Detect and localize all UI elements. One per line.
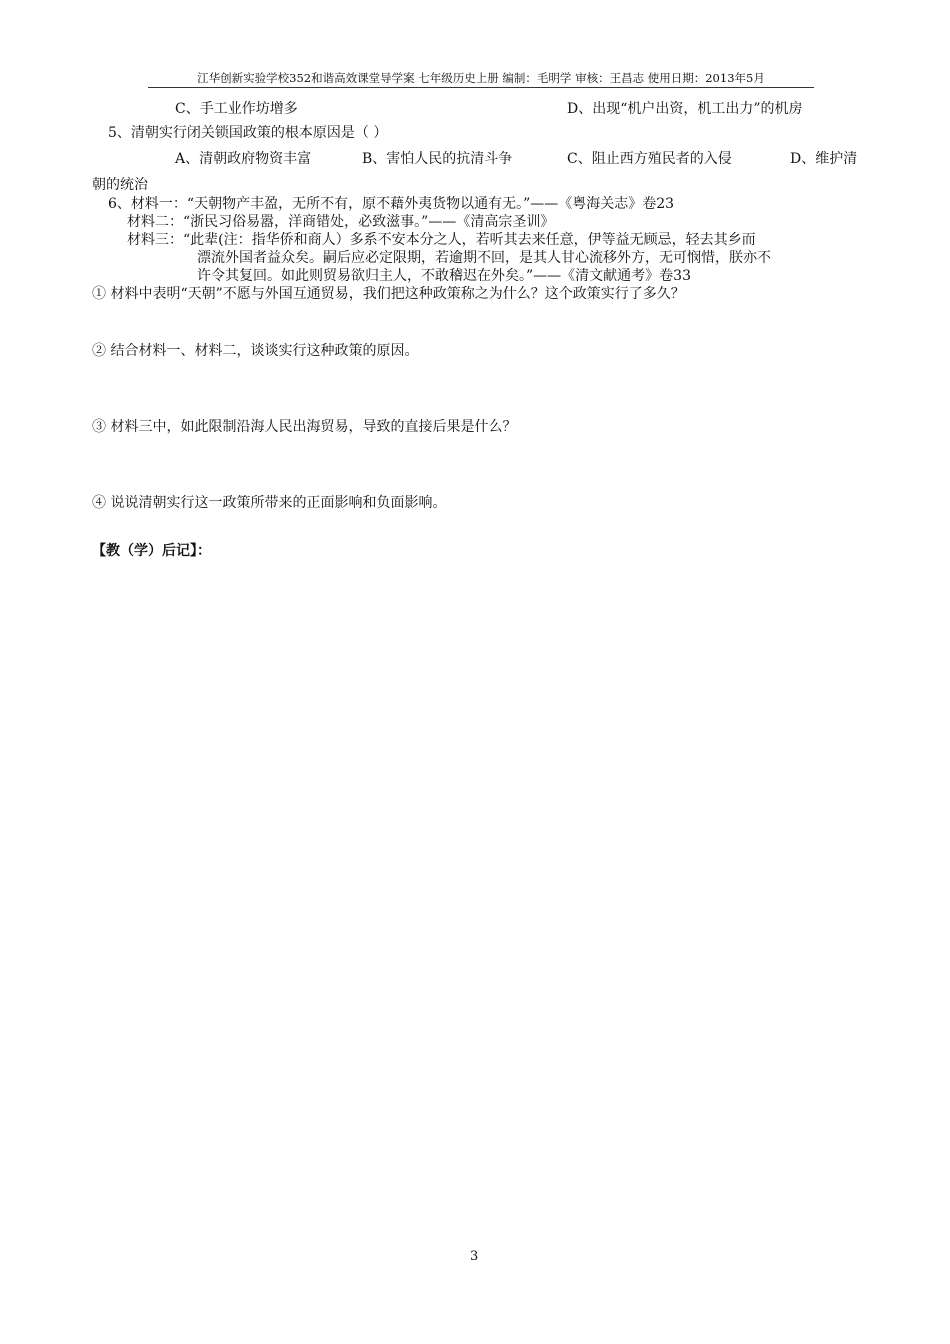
q6-material-3-line-2: 漂流外国者益众矣。嗣后应必定限期，若逾期不回，是其人甘心流移外方，无可悯惜，朕亦不 xyxy=(197,250,771,266)
q6-question-2: ② 结合材料一、材料二，谈谈实行这种政策的原因。 xyxy=(92,343,419,359)
q5-option-d-wrap: 朝的统治 xyxy=(92,177,148,193)
q5-option-b: B、害怕人民的抗清斗争 xyxy=(362,151,513,167)
q6-material-2: 材料二：“浙民习俗易嚣，洋商错处，必致滋事。”——《清高宗圣训》 xyxy=(127,214,555,230)
page-header: 江华创新实验学校352和谐高效课堂导学案 七年级历史上册 编制：毛明学 审核：王昌志 使用日期：2013年5月 xyxy=(148,70,814,88)
q5-stem: 5、清朝实行闭关锁国政策的根本原因是（ ） xyxy=(108,125,388,141)
q4-option-d: D、出现“机户出资，机工出力”的机房 xyxy=(567,101,803,117)
q6-question-1: ① 材料中表明“天朝”不愿与外国互通贸易，我们把这种政策称之为什么？这个政策实行了多久？ xyxy=(92,286,685,302)
q6-material-3-line-3: 许令其复回。如此则贸易欲归主人，不敢稽迟在外矣。”——《清文献通考》卷33 xyxy=(197,268,691,284)
q6-question-3: ③ 材料三中，如此限制沿海人民出海贸易，导致的直接后果是什么？ xyxy=(92,419,517,435)
q6-material-1: 6、材料一：“天朝物产丰盈，无所不有，原不藉外夷货物以通有无。”——《粤海关志》卷23 xyxy=(108,196,675,212)
q4-option-c: C、手工业作坊增多 xyxy=(175,101,298,117)
q6-question-4: ④ 说说清朝实行这一政策所带来的正面影响和负面影响。 xyxy=(92,495,447,511)
q5-option-d: D、维护清 xyxy=(790,151,858,167)
page-number: 3 xyxy=(470,1249,479,1264)
q5-option-a: A、清朝政府物资丰富 xyxy=(175,151,312,167)
postscript-heading: 【教（学）后记】： xyxy=(92,543,211,559)
q6-material-3-line-1: 材料三：“此辈(注：指华侨和商人）多系不安本分之人，若听其去来任意，伊等益无顾忌，轻去其乡而 xyxy=(127,232,756,248)
q5-option-c: C、阻止西方殖民者的入侵 xyxy=(567,151,732,167)
